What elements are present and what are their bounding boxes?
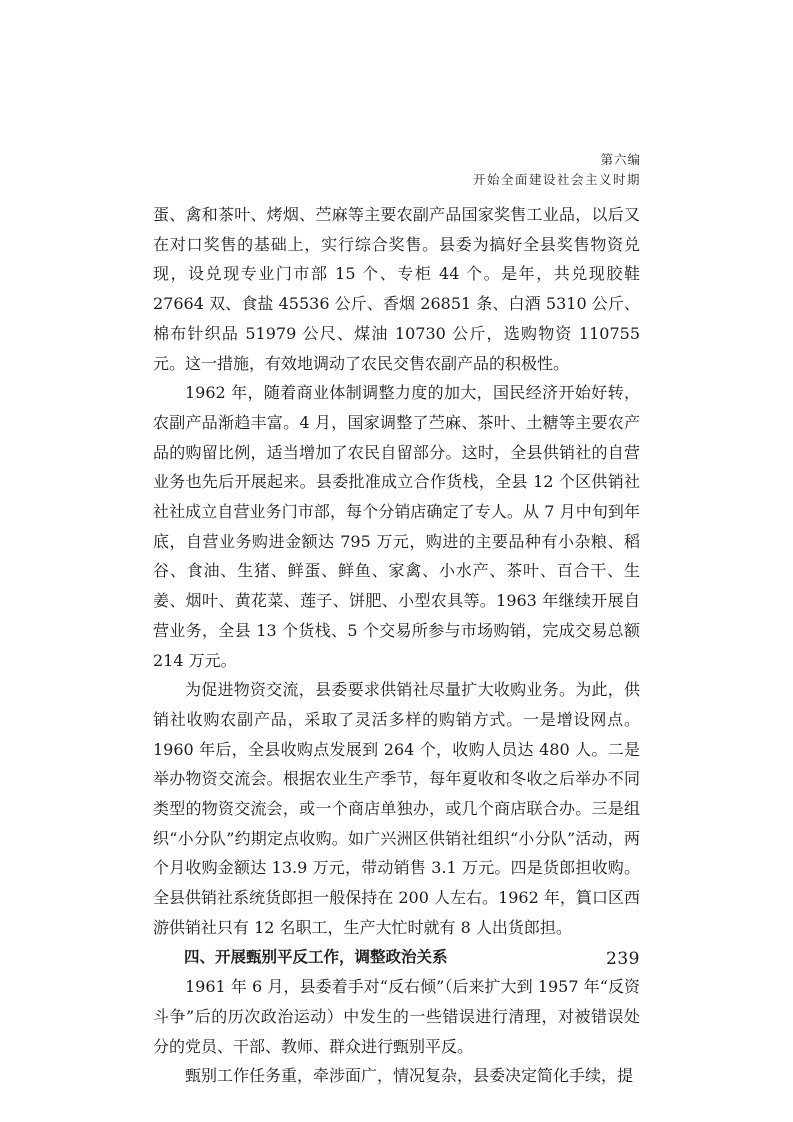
paragraph-continued: 蛋、禽和茶叶、烤烟、苎麻等主要农副产品国家奖售工业品，以后又在对口奖售的基础上，实行综合奖售。县委为搞好全县奖售物资兑现，设兑现专业门市部 15 个、专柜 44 个。是年，共兑现胶鞋 27664 双、食盐 45536 公斤、香烟 26851 条、白酒 5310 公斤、棉布针织品 51979 公尺、煤油 10730 公斤，选购物资 110755 元。这一措施，有效地调动了农民交售农副产品的积极性。	[153, 205, 640, 373]
running-head-chapter: 开始全面建设社会主义时期	[472, 172, 641, 187]
body-text	[153, 200, 640, 1091]
running-head-part: 第六编	[600, 152, 641, 167]
paragraph-1962-self-operated: 1962 年，随着商业体制调整力度的加大，国民经济开始好转，农副产品渐趋丰富。4 月，国家调整了苎麻、茶叶、土糖等主要农产品的购留比例，适当增加了农民自留部分。这时，全县供销社的自营业务也先后开展起来。县委批准成立合作货栈，全县 12 个区供销社社社成立自营业务门市部，每个分销店确定了专人。从 7 月中旬到年底，自营业务购进金额达 795 万元，购进的主要品种有小杂粮、稻谷、食油、生猪、鲜蛋、鲜鱼、家禽、小水产、茶叶、百合干、生姜、烟叶、黄花菜、莲子、饼肥、小型农具等。1963 年继续开展自营业务，全县 13 个货栈、5 个交易所参与市场购销，完成交易总额 214 万元。	[153, 383, 640, 670]
page-number: 239	[606, 949, 640, 969]
paragraph-screening-work: 甄别工作任务重，牵涉面广，情况复杂，县委决定简化手续，提	[185, 1066, 634, 1086]
paragraph-material-exchange: 为促进物资交流，县委要求供销社尽量扩大收购业务。为此，供销社收购农副产品，采取了灵活多样的购销方式。一是增设网点。1960 年后，全县收购点发展到 264 个，收购人员达 480 人。二是举办物资交流会。根据农业生产季节，每年夏收和冬收之后举办不同类型的物资交流会，或一个商店单独办，或几个商店联合办。三是组织“小分队”约期定点收购。如广兴洲区供销社组织“小分队”活动，两个月收购金额达 13.9 万元，带动销售 3.1 万元。四是货郎担收购。全县供销社系统货郎担一般保持在 200 人左右。1962 年，篔口区西游供销社只有 12 名职工，生产大忙时就有 8 人出货郎担。	[153, 680, 640, 937]
paragraph-1961-rehabilitation: 1961 年 6 月，县委着手对“反右倾”（后来扩大到 1957 年“反资斗争”后的历次政治运动）中发生的一些错误进行清理，对被错误处分的党员、干部、教师、群众进行甄别平反。	[153, 977, 640, 1056]
section-heading: 四、开展甄别平反工作，调整政治关系	[184, 947, 448, 966]
running-head	[473, 150, 641, 190]
